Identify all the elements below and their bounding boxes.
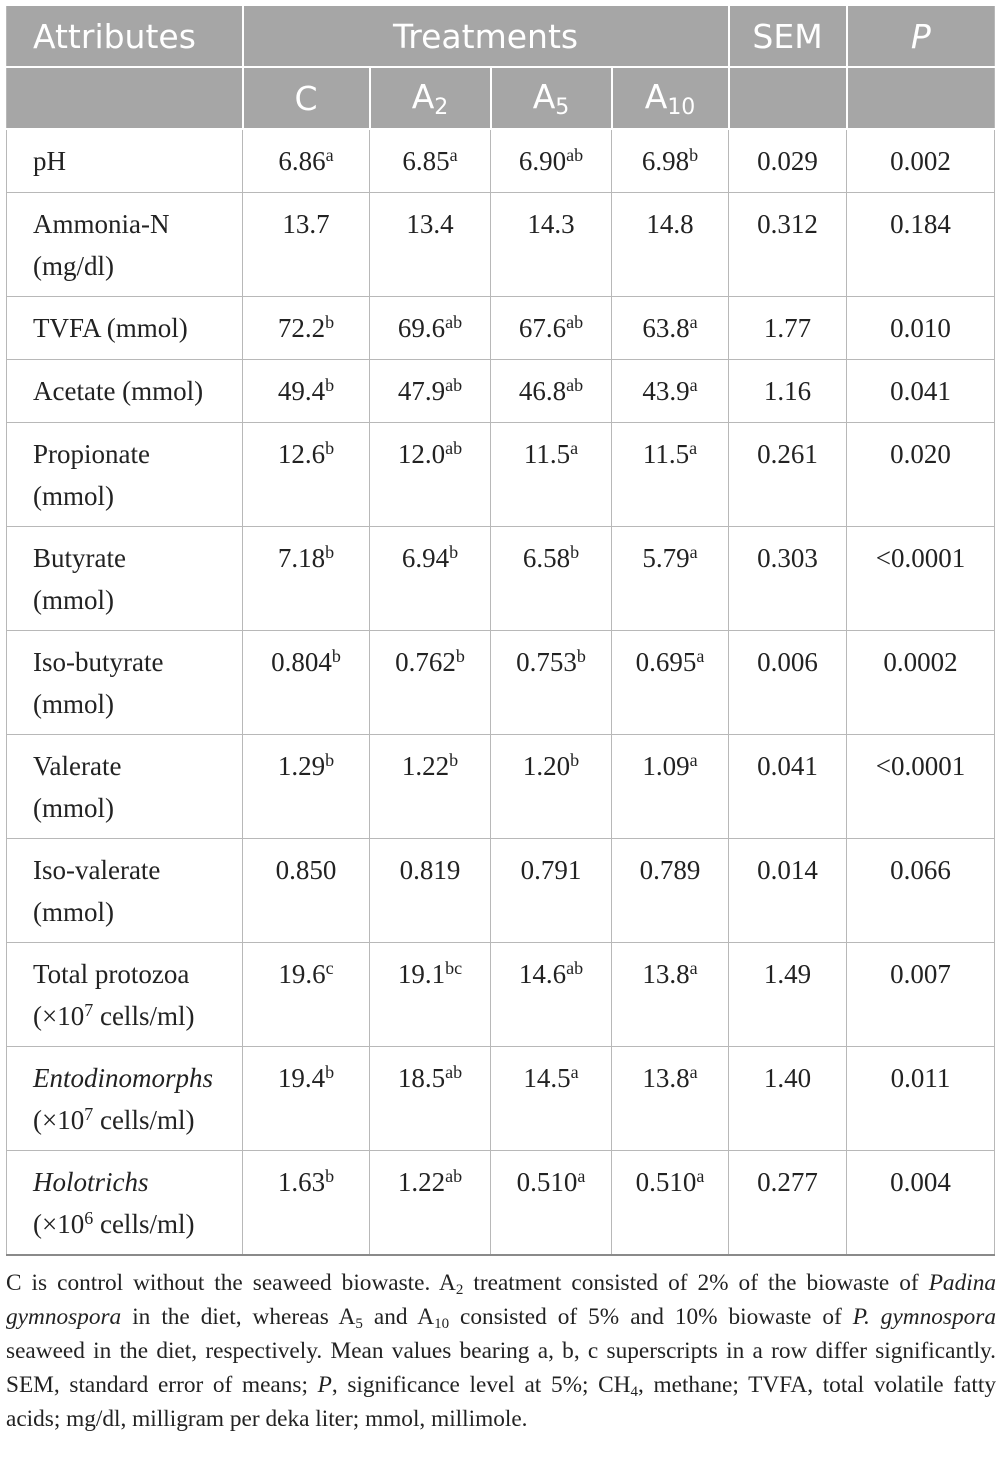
header-treatments: Treatments [243, 6, 729, 67]
table-cell: 0.004 [847, 1151, 995, 1256]
table-cell: 1.77 [729, 297, 847, 360]
table-row [7, 735, 995, 839]
table-cell: 13.4 [370, 193, 491, 297]
table-cell: 0.011 [847, 1047, 995, 1151]
table-cell: 0.303 [729, 527, 847, 631]
table-cell: 19.1$^{bc}$ [370, 943, 491, 1047]
table-cell: 6.94$^b$ [370, 527, 491, 631]
header-row-2 [7, 67, 995, 129]
table-cell: 0.041 [729, 735, 847, 839]
table-row [7, 943, 995, 1047]
table-cell: 1.29$^b$ [243, 735, 370, 839]
table-body [7, 129, 995, 1255]
table-row [7, 297, 995, 360]
header-empty-p [847, 67, 995, 129]
attribute-label: Entodinomorphs ($\times 10^7$ cells/ml) [7, 1047, 243, 1151]
table-cell: 0.0002 [847, 631, 995, 735]
table-cell: 14.3 [491, 193, 612, 297]
table-cell: 1.09$^a$ [612, 735, 729, 839]
table-cell: 0.312 [729, 193, 847, 297]
attribute-label: Butyrate (mmol) [7, 527, 243, 631]
table-cell: 0.041 [847, 360, 995, 423]
table-cell: 0.762$^b$ [370, 631, 491, 735]
header-empty-left [7, 67, 243, 129]
table-cell: 0.007 [847, 943, 995, 1047]
table-cell: 67.6$^{ab}$ [491, 297, 612, 360]
attribute-label: Valerate (mmol) [7, 735, 243, 839]
table-cell: 1.22$^b$ [370, 735, 491, 839]
table-cell: 72.2$^b$ [243, 297, 370, 360]
table-cell: 7.18$^b$ [243, 527, 370, 631]
table-cell: 0.277 [729, 1151, 847, 1256]
table-cell: 13.7 [243, 193, 370, 297]
table-cell: 19.4$^b$ [243, 1047, 370, 1151]
table-cell: 0.753$^b$ [491, 631, 612, 735]
table-cell: 49.4$^b$ [243, 360, 370, 423]
results-table [6, 6, 995, 1256]
table-cell: 0.006 [729, 631, 847, 735]
table-cell: 0.014 [729, 839, 847, 943]
table-cell: 1.40 [729, 1047, 847, 1151]
table-row [7, 631, 995, 735]
data-table-container [6, 6, 994, 1256]
table-cell: 0.184 [847, 193, 995, 297]
table-cell: 19.6$^c$ [243, 943, 370, 1047]
header-p [847, 6, 995, 67]
table-row [7, 1047, 995, 1151]
table-cell: 0.002 [847, 129, 995, 193]
table-cell: 12.0$^{ab}$ [370, 423, 491, 527]
header-treatment-a5: $A_5$ [491, 67, 612, 129]
table-cell: 1.49 [729, 943, 847, 1047]
table-cell: 18.5$^{ab}$ [370, 1047, 491, 1151]
table-cell: 6.58$^b$ [491, 527, 612, 631]
table-footnote: C is control without the seaweed biowaste. $A_2$ treatment consisted of 2% of the biowaste of Padina gymnospora in the diet, whereas $A_5$ and $A_{10}$ consisted of 5% and 10% biowaste of P. gymnospora seaweed in the diet, respectively. Mean values bearing a, b, c superscripts in a row differ significantly. SEM, standard error of means; P, significance level at 5%; $CH_4$, methane; TVFA, total volatile fatty acids; mg/dl, milligram per deka liter; mmol, millimole. [6, 1270, 997, 1432]
table-cell: 5.79$^a$ [612, 527, 729, 631]
attribute-label: Holotrichs ($\times 10^6$ cells/ml) [7, 1151, 243, 1256]
table-row [7, 129, 995, 193]
table-cell: 0.066 [847, 839, 995, 943]
table-cell: 0.819 [370, 839, 491, 943]
table-cell: 0.010 [847, 297, 995, 360]
attribute-label: Iso-valerate (mmol) [7, 839, 243, 943]
attribute-label: Total protozoa ($\times 10^7$ cells/ml) [7, 943, 243, 1047]
table-cell: <0.0001 [847, 735, 995, 839]
table-cell: 14.8 [612, 193, 729, 297]
header-row-1 [7, 6, 995, 67]
attribute-label: Ammonia-N (mg/dl) [7, 193, 243, 297]
table-row [7, 423, 995, 527]
attribute-label: TVFA (mmol) [7, 297, 243, 360]
table-cell: 6.90$^{ab}$ [491, 129, 612, 193]
table-cell: 0.029 [729, 129, 847, 193]
table-cell: 14.5$^a$ [491, 1047, 612, 1151]
attribute-label: Iso-butyrate (mmol) [7, 631, 243, 735]
table-cell: 43.9$^a$ [612, 360, 729, 423]
header-p-label: P [910, 16, 931, 56]
table-cell: 1.16 [729, 360, 847, 423]
table-row [7, 839, 995, 943]
table-cell: 0.510$^a$ [612, 1151, 729, 1256]
table-cell: 0.695$^a$ [612, 631, 729, 735]
table-cell: 1.20$^b$ [491, 735, 612, 839]
table-cell: 0.510$^a$ [491, 1151, 612, 1256]
table-cell: 1.63$^b$ [243, 1151, 370, 1256]
table-cell: 0.789 [612, 839, 729, 943]
attribute-label: Propionate (mmol) [7, 423, 243, 527]
table-cell: 0.020 [847, 423, 995, 527]
table-cell: 13.8$^a$ [612, 943, 729, 1047]
table-cell: 46.8$^{ab}$ [491, 360, 612, 423]
table-cell: 47.9$^{ab}$ [370, 360, 491, 423]
table-row [7, 527, 995, 631]
table-cell: 12.6$^b$ [243, 423, 370, 527]
table-cell: 11.5$^a$ [612, 423, 729, 527]
table-cell: 63.8$^a$ [612, 297, 729, 360]
table-cell: <0.0001 [847, 527, 995, 631]
table-cell: 6.86$^a$ [243, 129, 370, 193]
attribute-label: Acetate (mmol) [7, 360, 243, 423]
table-cell: 69.6$^{ab}$ [370, 297, 491, 360]
header-treatment-c: C [243, 67, 370, 129]
table-cell: 13.8$^a$ [612, 1047, 729, 1151]
table-row [7, 193, 995, 297]
table-cell: 11.5$^a$ [491, 423, 612, 527]
table-cell: 1.22$^{ab}$ [370, 1151, 491, 1256]
table-cell: 0.850 [243, 839, 370, 943]
table-cell: 0.261 [729, 423, 847, 527]
header-sem: SEM [729, 6, 847, 67]
table-cell: 0.804$^b$ [243, 631, 370, 735]
header-empty-sem [729, 67, 847, 129]
table-cell: 0.791 [491, 839, 612, 943]
header-treatment-a10: $A_{10}$ [612, 67, 729, 129]
header-attributes: Attributes [7, 6, 243, 67]
table-row [7, 360, 995, 423]
table-cell: 6.85$^a$ [370, 129, 491, 193]
table-cell: 14.6$^{ab}$ [491, 943, 612, 1047]
table-cell: 6.98$^b$ [612, 129, 729, 193]
table-row [7, 1151, 995, 1256]
attribute-label: pH [7, 129, 243, 193]
header-treatment-a2: $A_2$ [370, 67, 491, 129]
